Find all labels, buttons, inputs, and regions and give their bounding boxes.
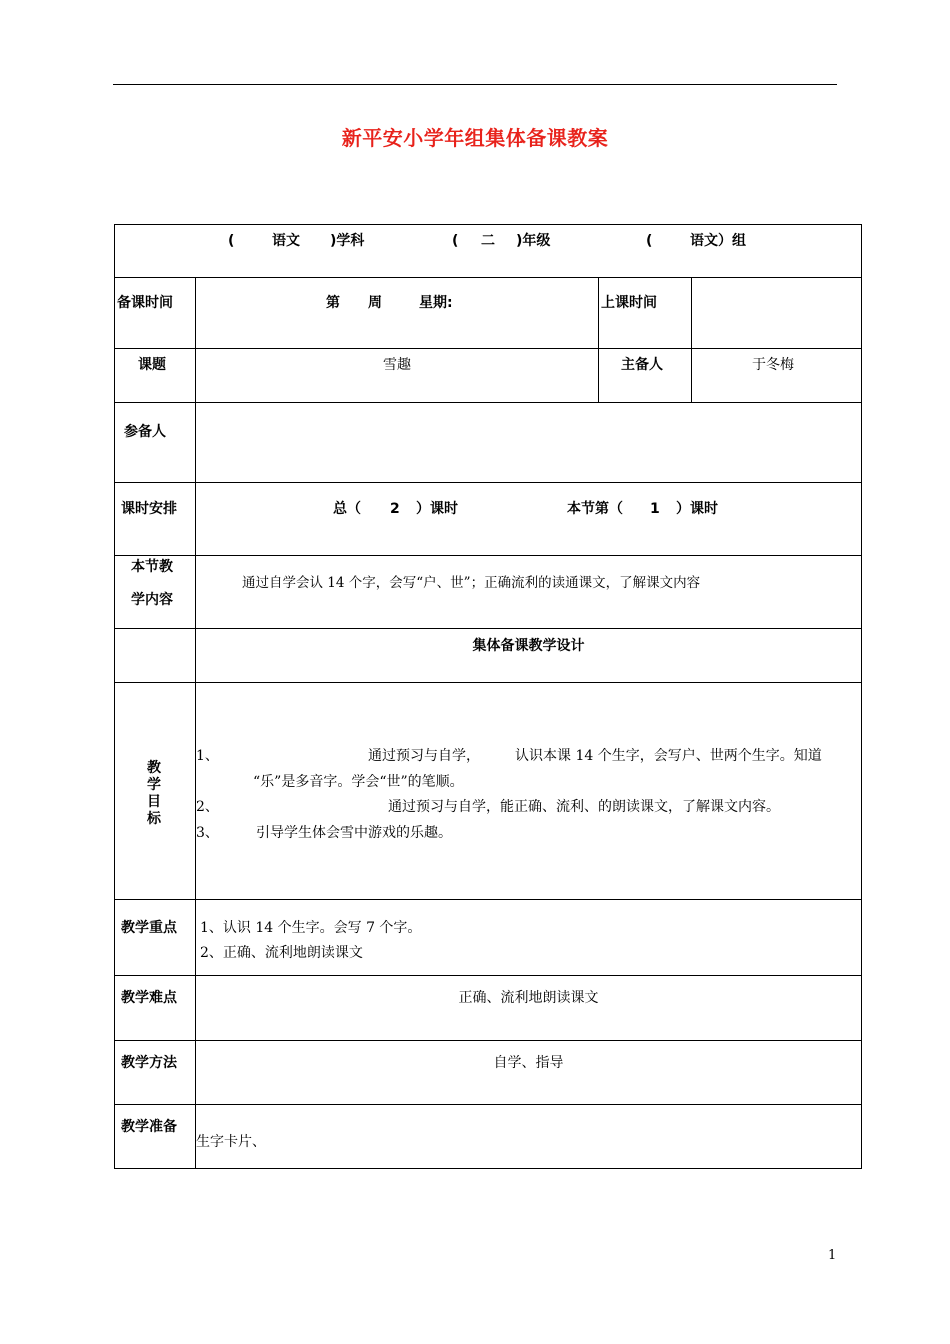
difficulty-label: 教学难点: [121, 990, 177, 1006]
group-open: (: [646, 233, 653, 249]
week-suffix: 周: [368, 295, 382, 311]
total-suffix: ）课时: [416, 501, 458, 517]
table-border-bottom: [114, 1168, 862, 1169]
method-label: 教学方法: [121, 1055, 177, 1071]
current-suffix: ）课时: [676, 501, 718, 517]
page-title: 新平安小学年组集体备课教案: [341, 126, 609, 150]
goals-label: [147, 760, 161, 828]
row-divider: [114, 348, 862, 349]
method-value: 自学、指导: [493, 1055, 564, 1071]
page-number: 1: [828, 1248, 837, 1263]
class-time-label: 上课时间: [601, 295, 657, 311]
group-value: 语文）组: [690, 233, 746, 249]
goal-3-text: 引导学生体会雪中游戏的乐趣。: [256, 825, 452, 841]
topic-value: 雪趣: [383, 357, 411, 373]
row-divider: [114, 899, 862, 900]
row-divider: [114, 482, 862, 483]
keypoints-label: 教学重点: [121, 920, 177, 936]
goal-1-text-2: 认识本课 14 个生字，会写户、世两个生字。知道: [515, 748, 822, 764]
goals-label-char: 学: [147, 777, 161, 793]
row-divider: [114, 277, 862, 278]
goal-1-text: 通过预习与自学，: [368, 748, 480, 764]
label-column-divider: [195, 277, 196, 1169]
design-heading: 集体备课教学设计: [472, 638, 585, 654]
grade-value: 二: [481, 233, 495, 249]
row-divider: [114, 1104, 862, 1105]
preparation-value: 生字卡片、: [196, 1134, 266, 1150]
cell-divider: [691, 277, 692, 403]
total-value: 2: [390, 501, 400, 517]
row-divider: [114, 628, 862, 629]
total-prefix: 总（: [333, 501, 361, 517]
difficulty-value: 正确、流利地朗读课文: [458, 990, 599, 1006]
week-prefix: 第: [326, 295, 340, 311]
goals-label-char: 目: [147, 794, 161, 810]
goal-1-number: 1、: [196, 748, 219, 764]
content-label-line2: 学内容: [131, 592, 173, 608]
topic-label: 课题: [138, 357, 166, 373]
goal-1-continuation: “乐”是多音字。学会“世”的笔顺。: [253, 774, 464, 790]
keypoint-item: 1、认识 14 个生字。会写 7 个字。: [200, 920, 422, 936]
row-divider: [114, 1040, 862, 1041]
weekday-label: 星期:: [419, 295, 453, 311]
table-border-right: [861, 224, 862, 1169]
table-border-left: [114, 224, 115, 1169]
schedule-label: 课时安排: [121, 501, 177, 517]
goals-label-char: 教: [147, 760, 161, 776]
subject-open: (: [228, 233, 235, 249]
goal-3-number: 3、: [196, 825, 219, 841]
row-divider: [114, 402, 862, 403]
preparation-label: 教学准备: [121, 1119, 177, 1135]
cell-divider: [598, 277, 599, 403]
goal-2-text: 通过预习与自学，能正确、流利、的朗读课文，了解课文内容。: [388, 799, 780, 815]
table-border-top: [114, 224, 862, 225]
current-value: 1: [650, 501, 660, 517]
prep-time-label: 备课时间: [117, 295, 173, 311]
subject-value: 语文: [272, 233, 300, 249]
row-divider: [114, 975, 862, 976]
subject-label: )学科: [330, 233, 365, 249]
row-divider: [114, 555, 862, 556]
goal-2-number: 2、: [196, 799, 219, 815]
row-divider: [114, 682, 862, 683]
current-prefix: 本节第（: [567, 501, 623, 517]
content-label-line1: 本节教: [131, 559, 173, 575]
goals-label-char: 标: [147, 811, 161, 827]
lead-teacher-label: 主备人: [621, 357, 663, 373]
grade-label: )年级: [516, 233, 551, 249]
content-value: 通过自学会认 14 个字，会写“户、世”；正确流利的读通课文，了解课文内容: [242, 575, 701, 591]
grade-open: (: [452, 233, 459, 249]
participants-label: 参备人: [124, 424, 166, 440]
keypoint-item: 2、正确、流利地朗读课文: [200, 945, 363, 961]
lead-teacher-value: 于冬梅: [752, 357, 794, 373]
